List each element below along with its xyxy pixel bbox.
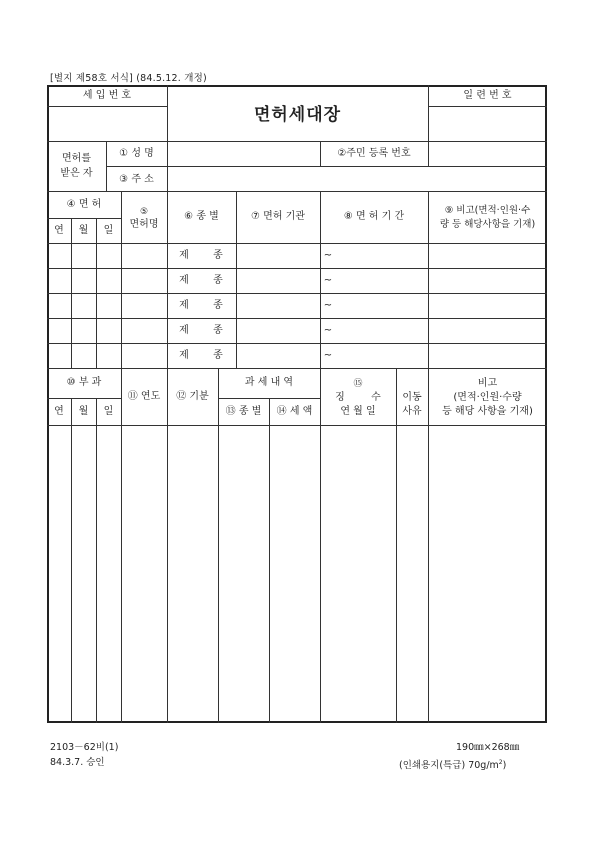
license-class-prefix: 제 — [179, 325, 189, 336]
name-label: ① 성 명 — [119, 148, 154, 159]
levy-remarks-header-3: 등 해당 사항을 기재) — [442, 406, 533, 417]
license-remarks-header-2: 량 등 해당사항을 기재) — [439, 219, 536, 230]
license-class-suffix: 종 — [213, 250, 223, 261]
levy-month-header: 월 — [78, 406, 89, 417]
collection-number: ⑮ — [353, 379, 363, 389]
levy-remarks-header: 비고 — [477, 378, 498, 389]
period-division-header: ⑫ 기분 — [176, 391, 209, 402]
licensee-group-label: 면허를 — [62, 153, 91, 164]
levy-day-header: 일 — [103, 406, 114, 417]
license-month-header: 월 — [78, 225, 89, 236]
collection-date-header: 연 월 일 — [340, 406, 376, 417]
tax-amount-header: ⑭ 세 액 — [276, 406, 313, 417]
levy-year-header: 연 — [54, 406, 64, 417]
transfer-reason-header: 이동 — [402, 392, 422, 403]
license-class-prefix: 제 — [179, 350, 189, 361]
form-code: 2103－62비(1) — [50, 742, 119, 753]
form-title: 면허세대장 — [253, 105, 342, 125]
collection-label-a: 징 — [335, 392, 345, 403]
license-class-suffix: 종 — [213, 275, 223, 286]
license-name-number: ⑤ — [139, 207, 149, 217]
form-number-label: [별지 제58호 서식] (84.5.12. 개정) — [50, 73, 207, 84]
license-day-header: 일 — [103, 225, 114, 236]
license-remarks-header: ⑨ 비고(면적·인원·수 — [444, 205, 531, 216]
collection-label-b: 수 — [371, 392, 381, 403]
approval-date: 84.3.7. 승인 — [50, 757, 105, 768]
paper-spec: (인쇄용지(특급) $70g/m^2$) — [399, 759, 507, 772]
license-class-prefix: 제 — [179, 250, 189, 261]
license-label: ④ 면 허 — [66, 199, 102, 210]
licensee-group-label-2: 받은 자 — [60, 168, 93, 179]
license-class-prefix: 제 — [179, 300, 189, 311]
paper-size: 190㎜×268㎜ — [456, 742, 520, 753]
license-period-header: ⑧ 면 허 기 간 — [343, 211, 405, 222]
license-name-header: 면허명 — [129, 219, 159, 230]
license-class-header: ⑥ 종 별 — [184, 211, 219, 222]
license-period-tilde: ~ — [323, 275, 333, 286]
address-label: ③ 주 소 — [119, 174, 154, 185]
tax-number-label: 세 입 번 호 — [82, 90, 132, 101]
license-class-prefix: 제 — [179, 275, 189, 286]
rrn-label: ②주민 등록 번호 — [337, 148, 411, 159]
levy-remarks-header-2: (면적·인원·수량 — [453, 392, 522, 403]
license-period-tilde: ~ — [323, 350, 333, 361]
license-period-tilde: ~ — [323, 250, 333, 261]
license-period-tilde: ~ — [323, 300, 333, 311]
levy-label: ⑩ 부 과 — [66, 377, 102, 388]
license-class-suffix: 종 — [213, 350, 223, 361]
fiscal-year-header: ⑪ 연도 — [127, 391, 161, 402]
license-period-tilde: ~ — [323, 325, 333, 336]
license-agency-header: ⑦ 면허 기관 — [251, 211, 305, 222]
license-class-suffix: 종 — [213, 300, 223, 311]
license-year-header: 연 — [54, 225, 64, 236]
transfer-reason-header-2: 사유 — [402, 406, 422, 417]
tax-details-header: 과 세 내 역 — [244, 377, 294, 388]
serial-number-label: 일 련 번 호 — [463, 90, 512, 101]
license-class-suffix: 종 — [213, 325, 223, 336]
tax-class-header: ⑬ 종 별 — [225, 406, 262, 417]
